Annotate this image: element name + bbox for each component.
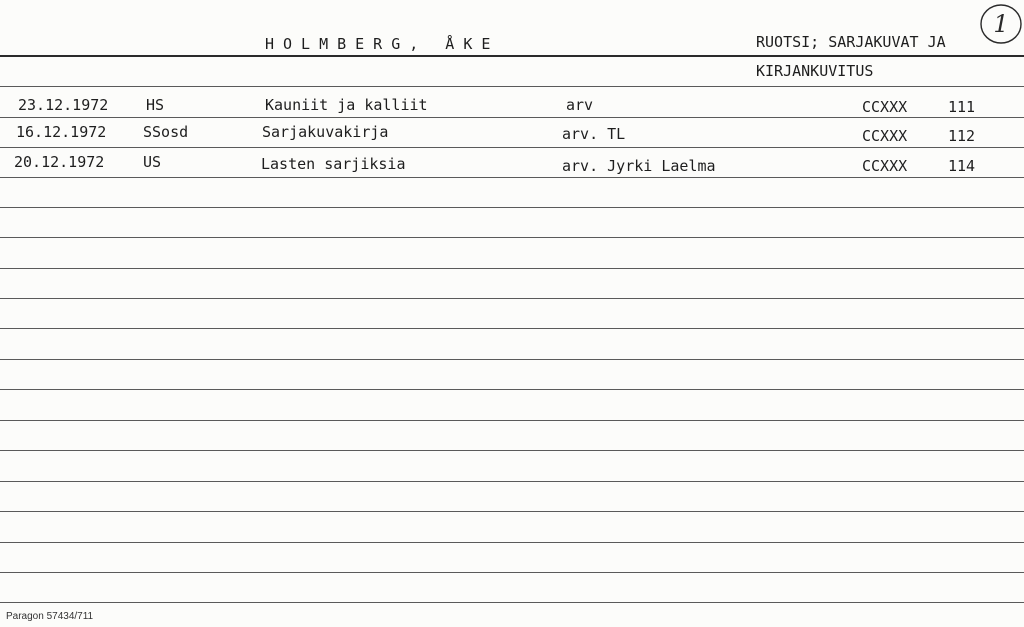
ruled-line: [0, 237, 1024, 238]
entry-reviewer: arv. Jyrki Laelma: [562, 157, 716, 175]
ruled-line: [0, 511, 1024, 512]
entry-collection: CCXXX: [862, 98, 908, 116]
card-number-text: 1: [993, 10, 1009, 38]
entry-date: 20.12.1972: [14, 153, 105, 171]
ruled-line: [0, 147, 1024, 148]
ruled-line: [0, 177, 1024, 178]
subject-heading-line1: RUOTSI; SARJAKUVAT JA: [756, 33, 946, 51]
entry-title: Lasten sarjiksia: [261, 155, 406, 173]
entry-newspaper: US: [143, 153, 162, 171]
entry-reviewer: arv. TL: [562, 125, 626, 143]
ruled-line: [0, 542, 1024, 543]
ruled-line: [0, 481, 1024, 482]
surname-heading: HOLMBERG, ÅKE: [265, 35, 500, 53]
entry-number: 114: [948, 157, 976, 175]
ruled-line: [0, 207, 1024, 208]
entry-title: Sarjakuvakirja: [262, 123, 389, 141]
header-rule: [0, 55, 1024, 57]
ruled-line: [0, 359, 1024, 360]
ruled-line: [0, 450, 1024, 451]
entry-reviewer: arv: [566, 96, 594, 114]
entry-date: 23.12.1972: [18, 96, 109, 114]
ruled-line: [0, 268, 1024, 269]
entry-number: 112: [948, 127, 976, 145]
subject-heading-line2: KIRJANKUVITUS: [756, 62, 874, 80]
ruled-line: [0, 602, 1024, 603]
entry-newspaper: HS: [146, 96, 165, 114]
ruled-line: [0, 86, 1024, 87]
card-number-stamp: [979, 2, 1023, 46]
ruled-line: [0, 572, 1024, 573]
entry-newspaper: SSosd: [143, 123, 189, 141]
entry-number: 111: [948, 98, 976, 116]
ruled-line: [0, 298, 1024, 299]
ruled-line: [0, 117, 1024, 118]
entry-collection: CCXXX: [862, 157, 908, 175]
ruled-line: [0, 420, 1024, 421]
ruled-line: [0, 328, 1024, 329]
ruled-line: [0, 389, 1024, 390]
printer-mark: Paragon 57434/711: [6, 611, 94, 622]
entry-date: 16.12.1972: [16, 123, 107, 141]
entry-title: Kauniit ja kalliit: [265, 96, 428, 114]
entry-collection: CCXXX: [862, 127, 908, 145]
